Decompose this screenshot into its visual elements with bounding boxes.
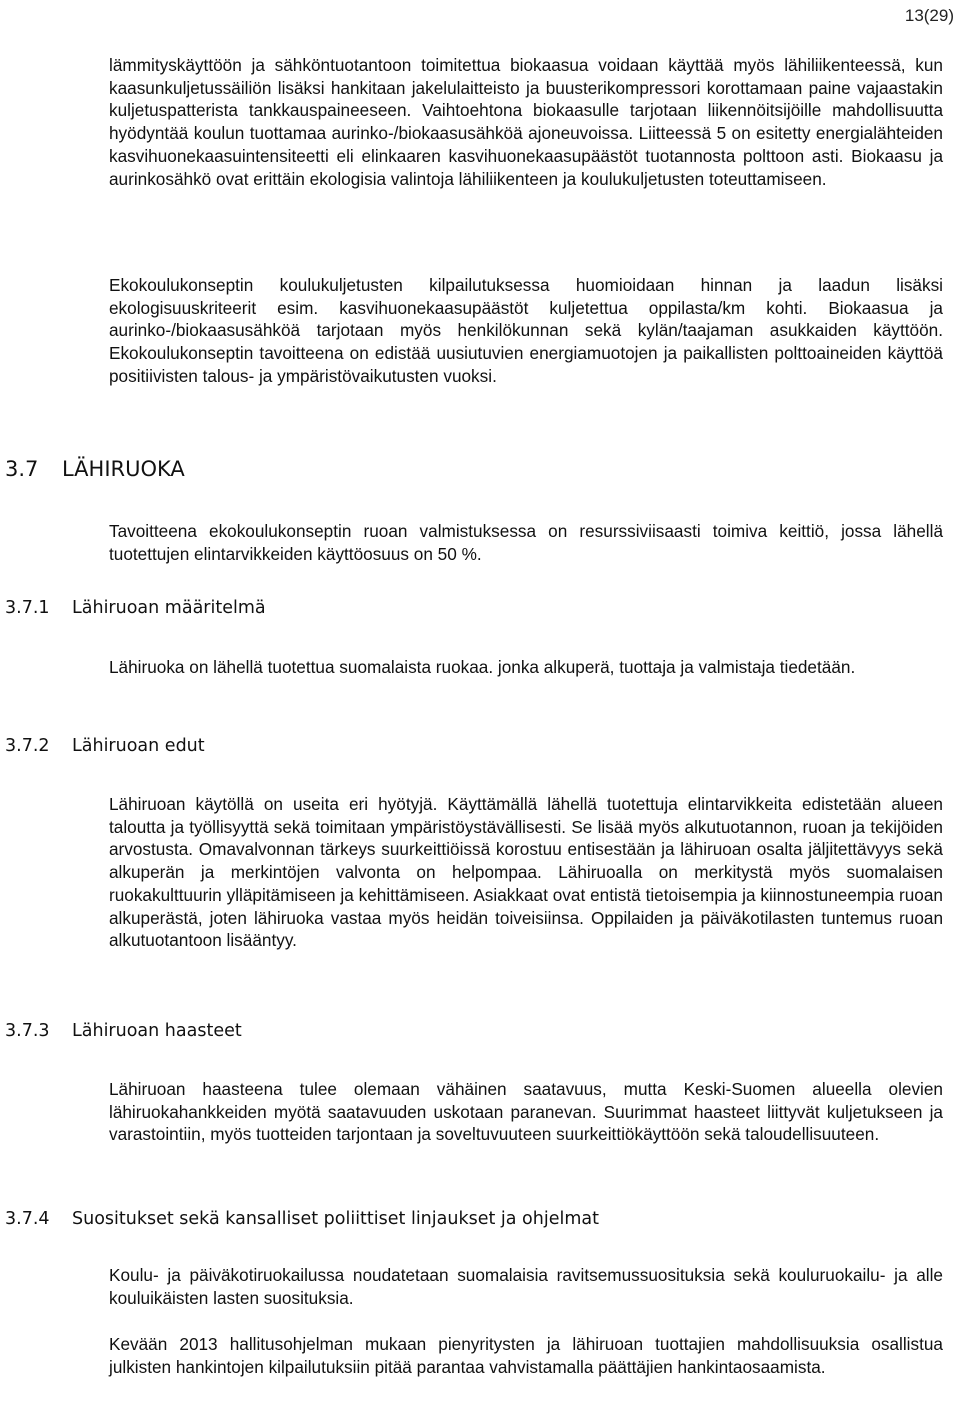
section-heading-3-7-3 — [5, 1021, 242, 1041]
section-heading-3-7 — [5, 457, 185, 481]
section-heading-3-7-1 — [5, 598, 266, 618]
section-3-7-1-paragraph: Lähiruoka on lähellä tuotettua suomalaista ruokaa. jonka alkuperä, tuottaja ja valmistaja tiedetään. — [109, 657, 856, 677]
intro-paragraph-2: Ekokoulukonseptin koulukuljetusten kilpailutuksessa huomioidaan hinnan ja laadun lisäksi ekologisuuskriteerit esim. kasvihuonekaasupäästöt kuljetettua oppilasta/km kohti. Biokaasua ja aurinko-/biokaasusähköä tarjotaan myös henkilökunnan sekä kylän/taajaman asukkaiden käyttöön. Ekokoulukonseptin tavoitteena on edistää uusiutuvien energiamuotojen ja paikallisten polttoaineiden käyttöä positiivisten talous- ja ympäristövaikutusten vuoksi. — [109, 275, 943, 386]
section-heading-3-7-4 — [5, 1209, 599, 1229]
section-3-7-4-paragraph-1: Koulu- ja päiväkotiruokailussa noudatetaan suomalaisia ravitsemussuosituksia sekä kouluruokailu- ja alle kouluikäisten lasten suosituksia. — [109, 1265, 943, 1308]
section-title: Lähiruoan määritelmä — [72, 598, 266, 618]
section-number: 3.7.2 — [5, 736, 50, 756]
section-title: LÄHIRUOKA — [62, 457, 185, 481]
section-number: 3.7.3 — [5, 1021, 50, 1041]
section-title: Lähiruoan edut — [72, 736, 205, 756]
section-3-7-paragraph: Tavoitteena ekokoulukonseptin ruoan valmistuksessa on resurssiviisaasti toimiva keittiö, jossa lähellä tuotettujen elintarvikkeiden käyttöosuus on 50 %. — [109, 521, 943, 564]
section-number: 3.7.1 — [5, 598, 50, 618]
page-number: 13(29) — [904, 6, 954, 25]
section-number: 3.7 — [5, 457, 39, 481]
intro-paragraph-1: lämmityskäyttöön ja sähköntuotantoon toimitettua biokaasua voidaan käyttää myös lähiliikenteessä, kun kaasunkuljetussäiliön lisäksi hankitaan jakelulaitteisto ja buusterikompressori korottamaan paine vajaastakin kuljetuspatterista tankkauspaineeseen. Vaihtoehtona biokaasulle tarjotaan liikennöitsijöille mahdollisuutta hyödyntää koulun tuottamaa aurinko-/biokaasusähköä ajoneuvoissa. Liitteessä 5 on esitetty energialähteiden kasvihuonekaasuintensiteetti eli elinkaaren kasvihuonekaasupäästöt tuotannosta polttoon asti. Biokaasu ja aurinkosähkö ovat erittäin ekologisia valintoja lähiliikenteen ja koulukuljetusten toteuttamiseen. — [109, 55, 943, 189]
section-heading-3-7-2 — [5, 736, 205, 756]
section-title: Lähiruoan haasteet — [72, 1021, 242, 1041]
section-3-7-2-paragraph: Lähiruoan käytöllä on useita eri hyötyjä. Käyttämällä lähellä tuotettuja elintarvikkeita edistetään alueen taloutta ja työllisyyttä sekä toimitaan ympäristöystävällisesti. Se lisää myös alkutuotannon, ruoan ja tekijöiden arvostusta. Omavalvonnan tärkeys suurkeittiöissä korostuu entisestään ja lähiruoan osalta jäljitettävyys sekä alkuperän ja merkintöjen valvonta on helpompaa. Lähiruoalla on merkitystä myös suomalaisen ruokakulttuurin ylläpitämiseen ja kehittämiseen. Asiakkaat ovat entistä tietoisempia ja kiinnostuneempia ruoan alkuperästä, joten lähiruoka vastaa myös heidän toiveisiinsa. Oppilaiden ja päiväkotilasten tuntemus ruoan alkutuotantoon lisääntyy. — [109, 794, 943, 951]
section-title: Suositukset sekä kansalliset poliittiset linjaukset ja ohjelmat — [72, 1209, 599, 1229]
section-3-7-3-paragraph: Lähiruoan haasteena tulee olemaan vähäinen saatavuus, mutta Keski-Suomen alueella olevien lähiruokahankkeiden myötä saatavuuden uskotaan paranevan. Suurimmat haasteet liittyvät kuljetukseen ja varastointiin, myös tuotteiden tarjontaan ja soveltuvuuteen suurkeittiökäyttöön sekä taloudellisuuteen. — [109, 1079, 943, 1145]
section-3-7-4-paragraph-2: Kevään 2013 hallitusohjelman mukaan pienyritysten ja lähiruoan tuottajien mahdollisuuksia osallistua julkisten hankintojen kilpailutuksiin pitää parantaa vahvistamalla päättäjien hankintaosaamista. — [109, 1334, 943, 1377]
section-number: 3.7.4 — [5, 1209, 50, 1229]
